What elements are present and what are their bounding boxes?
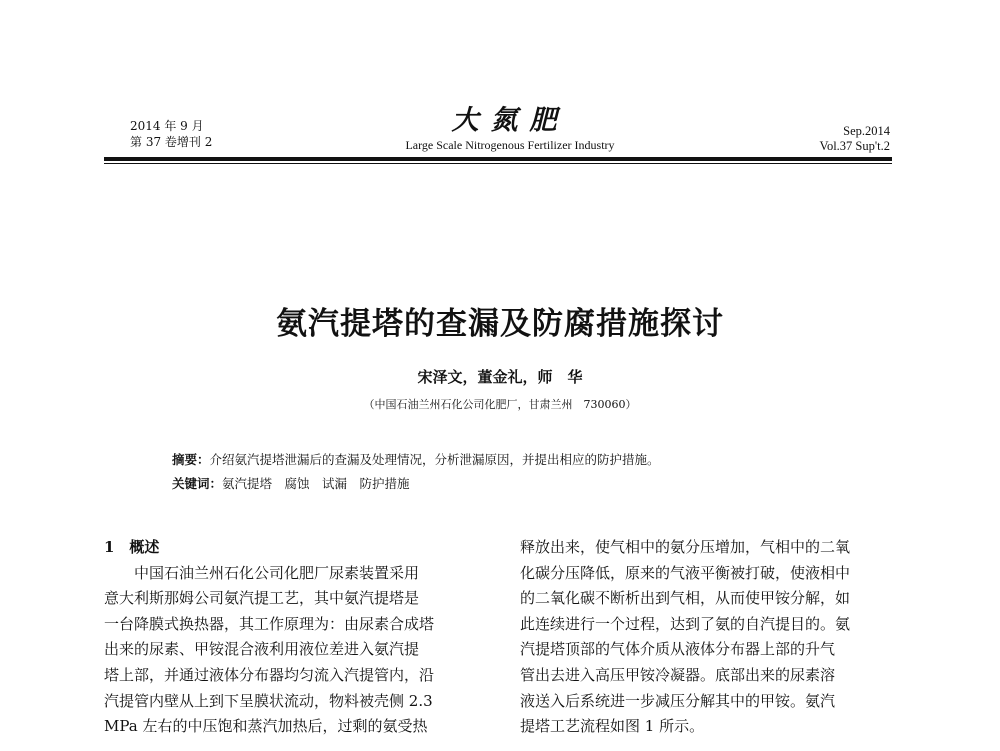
header-volume: 第 37 卷增刊 2 <box>130 135 213 149</box>
body-line: 汽提管内壁从上到下呈膜状流动，物料被壳侧 2.3 <box>104 691 433 710</box>
body-line: 一台降膜式换热器，其工作原理为：由尿素合成塔 <box>104 614 435 633</box>
body-line: 此连续进行一个过程，达到了氨的自汽提目的。氨 <box>520 614 851 633</box>
abstract-label: 摘要： <box>172 452 210 467</box>
body-line: MPa 左右的中压饱和蒸汽加热后，过剩的氨受热 <box>104 717 428 736</box>
header-issue-info <box>130 118 212 150</box>
body-line: 意大利斯那姆公司氨汽提工艺，其中氨汽提塔是 <box>104 589 420 608</box>
article-affiliation: （中国石油兰州石化公司化肥厂，甘肃兰州 730060） <box>363 398 637 411</box>
abstract-text: 介绍氨汽提塔泄漏后的查漏及处理情况，分析泄漏原因，并提出相应的防护措施。 <box>209 452 660 467</box>
header-issue-info-en <box>820 124 890 154</box>
body-column-left <box>104 535 490 740</box>
header-journal <box>340 106 680 153</box>
body-column-right <box>520 535 904 740</box>
header-volume-en: Vol.37 Sup't.2 <box>819 139 890 153</box>
body-line: 释放出来，使气相中的氨分压增加，气相中的二氧 <box>520 538 851 556</box>
header-date-en: Sep.2014 <box>843 124 890 138</box>
body-line: 出来的尿素、甲铵混合液利用液位差进入氨汽提 <box>104 640 420 659</box>
section-heading: 1 概述 <box>104 538 160 556</box>
article-title: 氨汽提塔的查漏及防腐措施探讨 <box>276 306 724 342</box>
header-rule-thick <box>104 157 892 161</box>
article-authors: 宋泽文，董金礼，师 华 <box>417 368 583 386</box>
journal-logo: 大氮肥 <box>451 105 569 136</box>
keywords-label: 关键词： <box>172 476 223 491</box>
body-line: 提塔工艺流程如图 1 所示。 <box>520 717 705 736</box>
abstract-block <box>172 448 872 496</box>
journal-english-title: Large Scale Nitrogenous Fertilizer Industry <box>405 138 615 152</box>
header-date: 2014 年 9 月 <box>130 119 204 133</box>
abstract-line <box>172 448 872 472</box>
body-line: 的二氧化碳不断析出到气相，从而使甲铵分解，如 <box>520 589 851 608</box>
body-line: 塔上部，并通过液体分布器均匀流入汽提管内，沿 <box>104 665 435 684</box>
header-rule-thin <box>104 163 892 164</box>
body-line: 中国石油兰州石化公司化肥厂尿素装置采用 <box>134 563 420 582</box>
body-line: 管出去进入高压甲铵冷凝器。底部出来的尿素溶 <box>520 665 836 684</box>
keywords-text: 氨汽提塔 腐蚀 试漏 防护措施 <box>222 476 410 491</box>
keywords-line <box>172 472 872 496</box>
body-line: 液送入后系统进一步减压分解其中的甲铵。氨汽 <box>520 691 836 710</box>
body-line: 化碳分压降低，原来的气液平衡被打破，使液相中 <box>520 563 851 582</box>
body-line: 汽提塔顶部的气体介质从液体分布器上部的升气 <box>520 640 836 659</box>
